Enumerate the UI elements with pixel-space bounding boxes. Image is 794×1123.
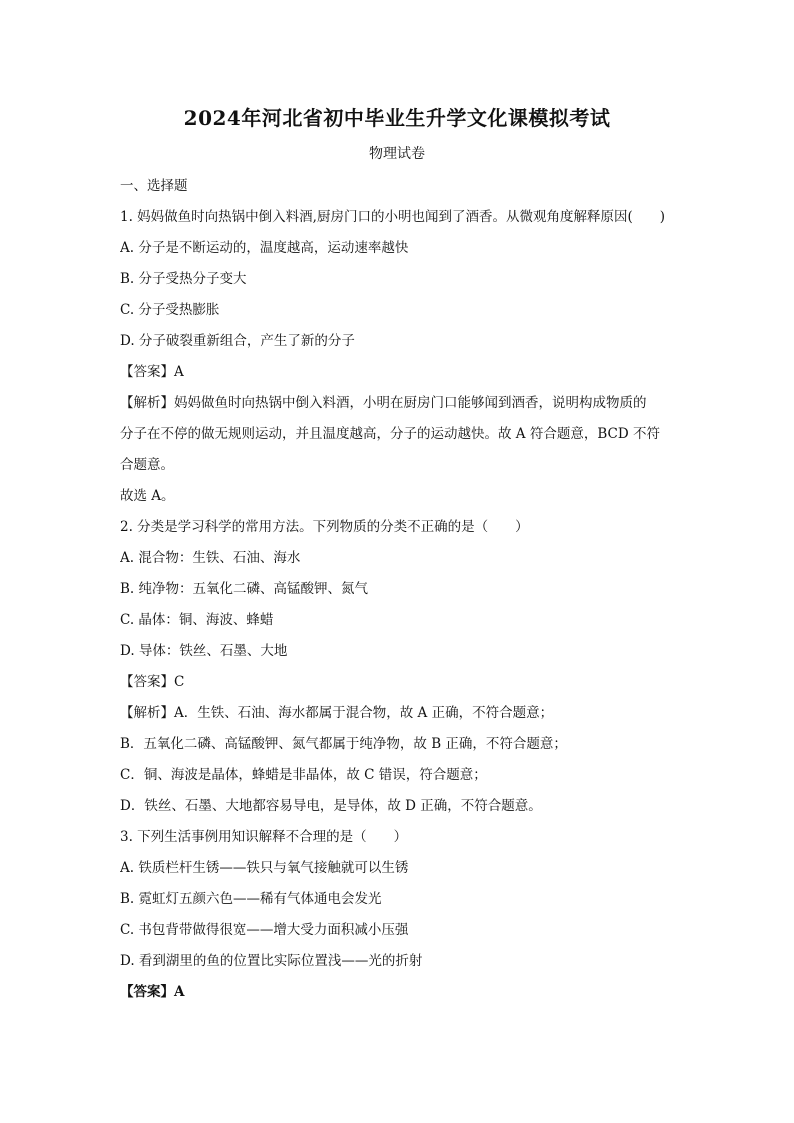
page-title: 2024年河北省初中毕业生升学文化课模拟考试	[183, 106, 611, 130]
question-1-option-a: A. 分子是不断运动的，温度越高，运动速率越快	[120, 240, 409, 256]
question-1-conclusion: 故选 A。	[120, 488, 175, 504]
question-3-option-c: C. 书包背带做得很宽——增大受力面积减小压强	[120, 922, 409, 938]
question-2-analysis-line-3: C．铜、海波是晶体，蜂蜡是非晶体，故 C 错误，符合题意；	[120, 767, 487, 783]
question-2-analysis-line-4: D．铁丝、石墨、大地都容易导电，是导体，故 D 正确，不符合题意。	[120, 798, 542, 814]
question-2-option-b: B. 纯净物：五氧化二磷、高锰酸钾、氮气	[120, 581, 369, 597]
question-3-stem: 3. 下列生活事例用知识解释不合理的是（ ）	[120, 829, 408, 845]
question-2-analysis-line-2: B．五氧化二磷、高锰酸钾、氮气都属于纯净物，故 B 正确，不符合题意；	[120, 736, 567, 752]
question-1-analysis-line-2: 分子在不停的做无规则运动，并且温度越高，分子的运动越快。故 A 符合题意，BCD 不符	[120, 426, 660, 442]
question-1-option-d: D. 分子破裂重新组合，产生了新的分子	[120, 333, 355, 349]
question-1-option-b: B. 分子受热分子变大	[120, 271, 247, 287]
question-3-option-b: B. 霓虹灯五颜六色——稀有气体通电会发光	[120, 891, 382, 907]
question-1-answer: 【答案】A	[120, 364, 184, 380]
question-1-analysis-line-3: 合题意。	[120, 457, 174, 473]
question-2-option-c: C. 晶体：铜、海波、蜂蜡	[120, 612, 274, 628]
question-1-analysis-line-1: 【解析】妈妈做鱼时向热锅中倒入料酒，小明在厨房门口能够闻到酒香，说明构成物质的	[120, 395, 647, 411]
question-2-option-d: D. 导体：铁丝、石墨、大地	[120, 643, 288, 659]
question-2-option-a: A. 混合物：生铁、石油、海水	[120, 550, 301, 566]
question-3-option-a: A. 铁质栏杆生锈——铁只与氧气接触就可以生锈	[120, 860, 409, 876]
question-3-answer: 【答案】A	[120, 984, 185, 1000]
page-subtitle: 物理试卷	[369, 146, 425, 162]
question-1-option-c: C. 分子受热膨胀	[120, 302, 220, 318]
section-heading: 一、选择题	[120, 178, 188, 194]
question-2-analysis-line-1: 【解析】A．生铁、石油、海水都属于混合物，故 A 正确，不符合题意；	[120, 705, 554, 721]
question-1-stem: 1. 妈妈做鱼时向热锅中倒入料酒,厨房门口的小明也闻到了酒香。从微观角度解释原因( )	[120, 209, 665, 225]
question-2-answer: 【答案】C	[120, 674, 185, 690]
question-2-stem: 2. 分类是学习科学的常用方法。下列物质的分类不正确的是（ ）	[120, 519, 529, 535]
question-3-option-d: D. 看到湖里的鱼的位置比实际位置浅——光的折射	[120, 953, 423, 969]
